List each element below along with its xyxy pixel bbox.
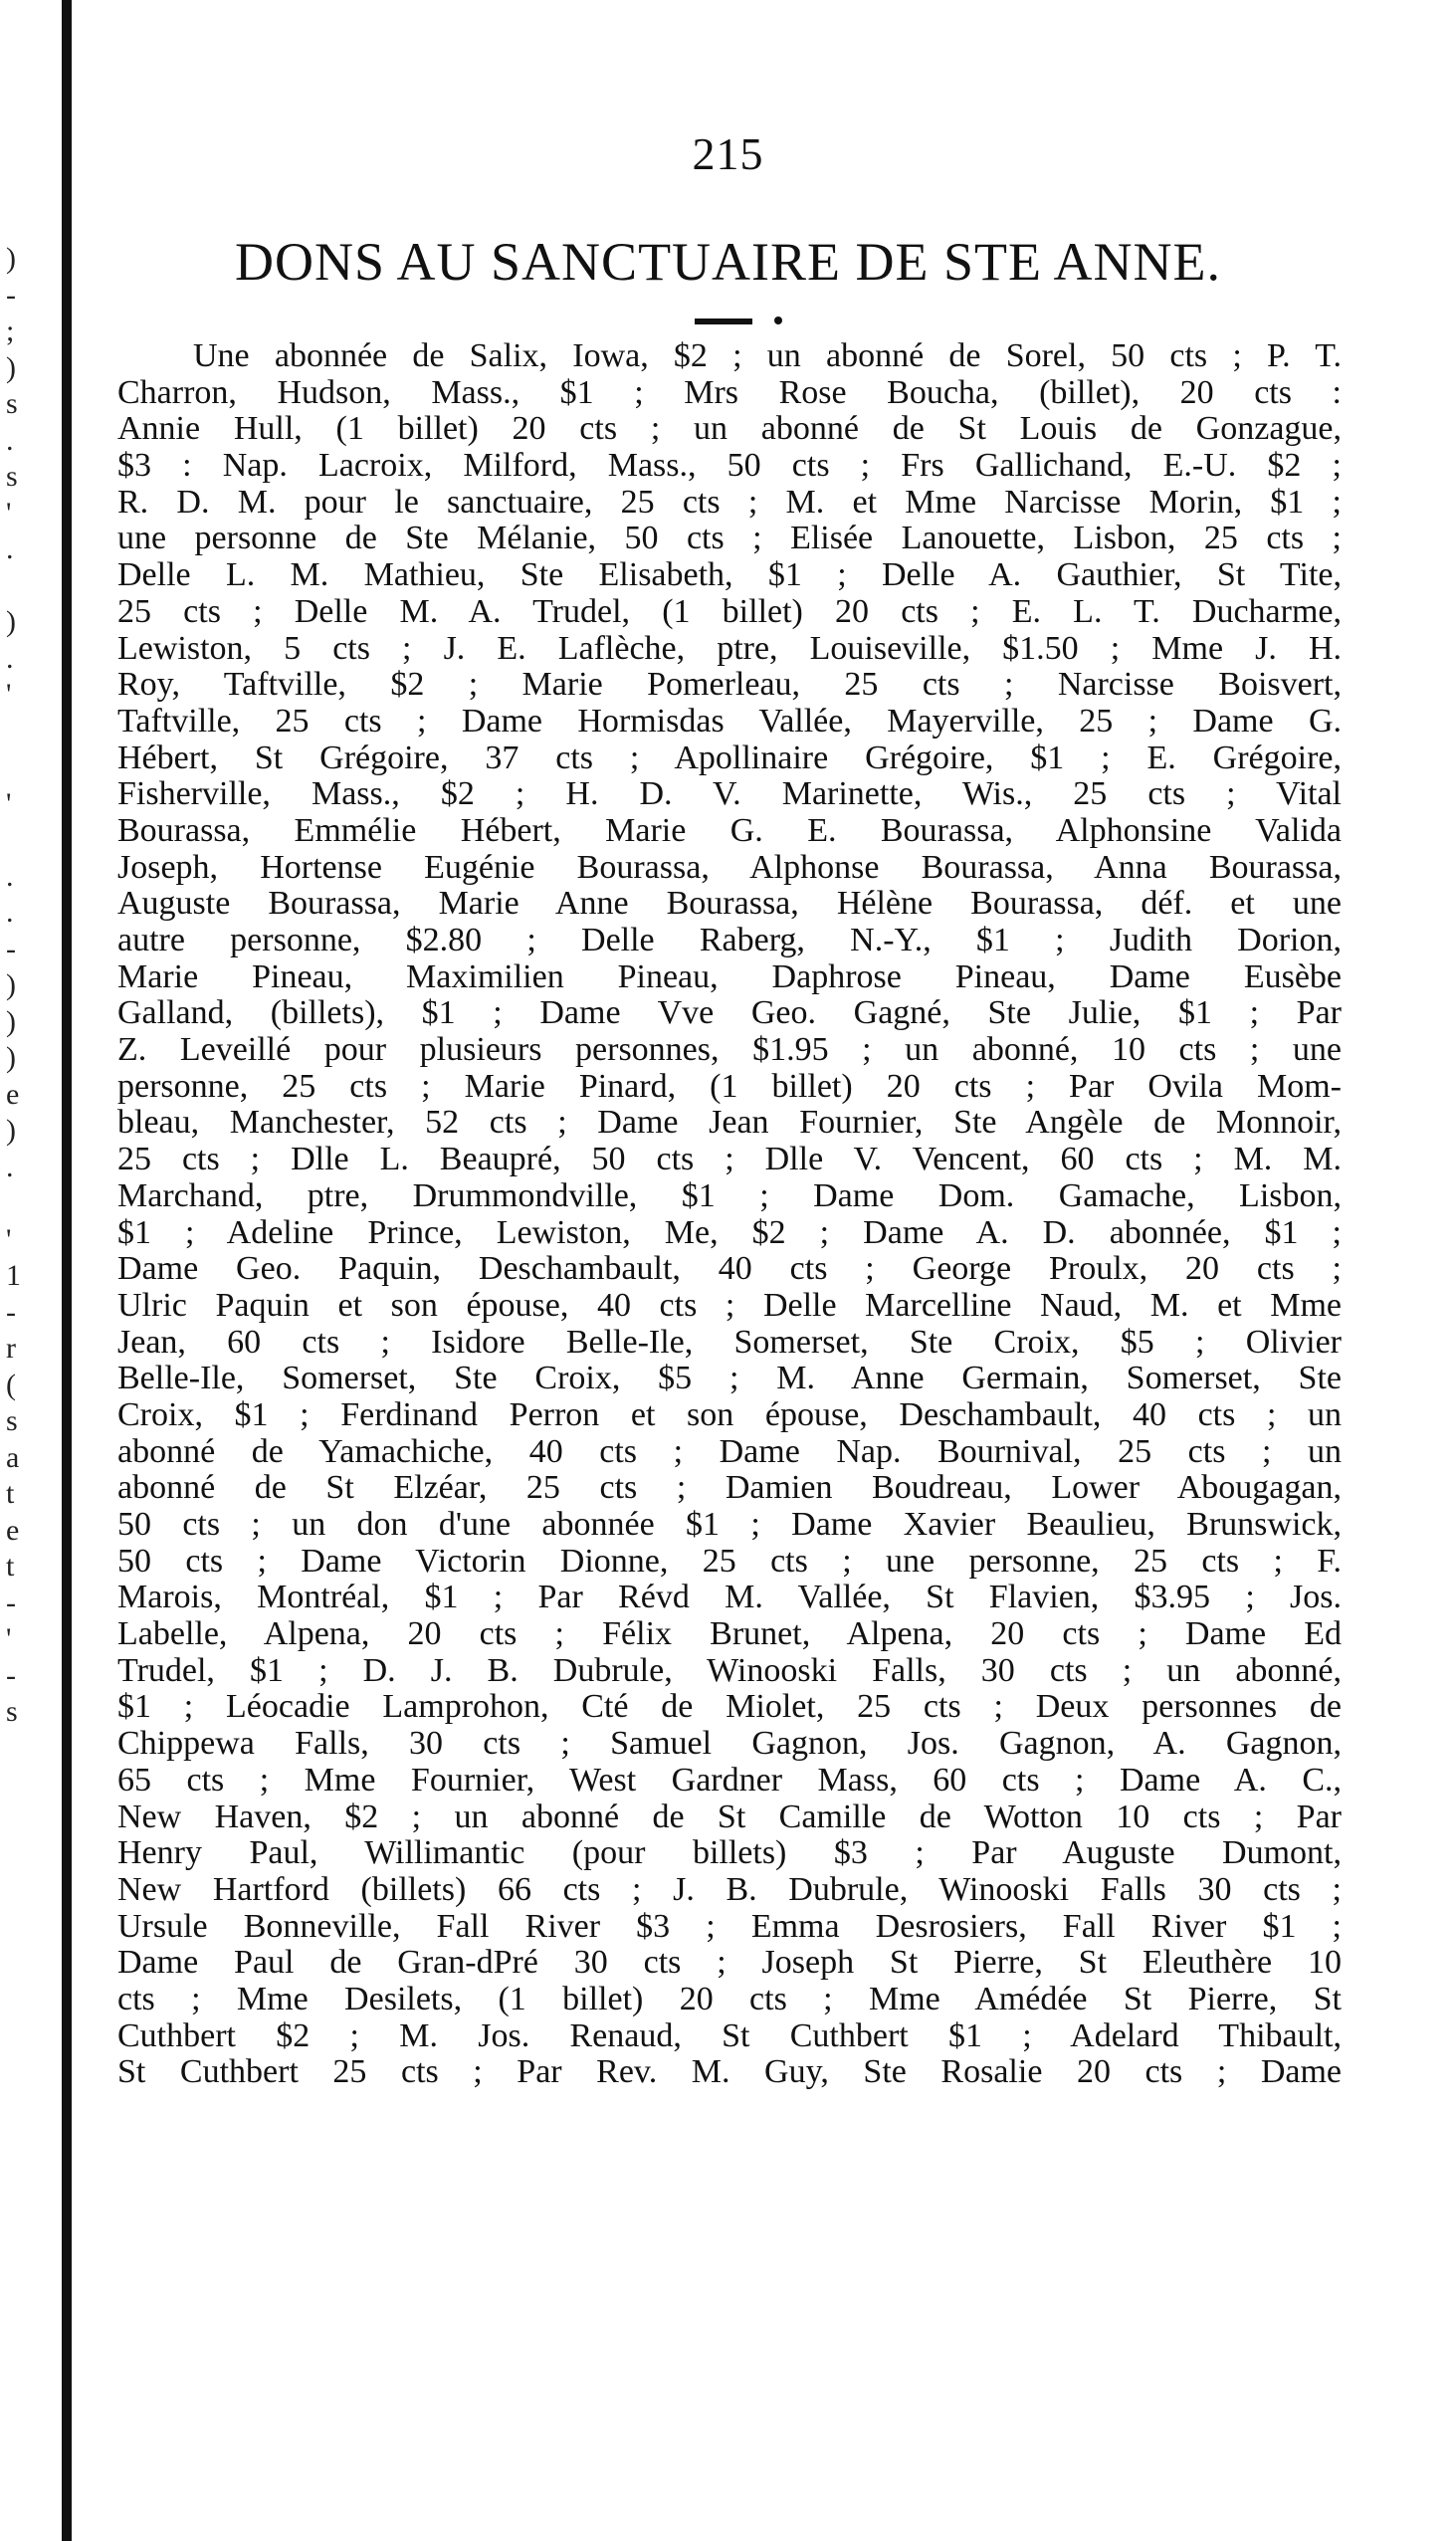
gutter-mark: e [6, 1077, 20, 1111]
gutter-mark: r [6, 1332, 16, 1365]
gutter-mark: s [6, 1404, 18, 1437]
text-line: abonné de Yamachiche, 40 cts ; Dame Nap. Bournival, 25 cts ; un [117, 1433, 1342, 1470]
gutter-mark: ( [6, 1368, 16, 1401]
text-line: Dame Paul de Gran-dPré 30 cts ; Joseph St Pierre, St Eleuthère 10 [117, 1945, 1342, 1982]
text-line: $1 ; Léocadie Lamprohon, Cté de Miolet, 25 cts ; Deux personnes de [117, 1689, 1342, 1726]
text-line: Ulric Paquin et son épouse, 40 cts ; Delle Marcelline Naud, M. et Mme [117, 1287, 1342, 1324]
text-line: Hébert, St Grégoire, 37 cts ; Apollinaire Grégoire, $1 ; E. Grégoire, [117, 740, 1342, 776]
text-line: Taftville, 25 cts ; Dame Hormisdas Vallée, Mayerville, 25 ; Dame G. [117, 703, 1342, 740]
text-line: St Cuthbert 25 cts ; Par Rev. M. Guy, Ste Rosalie 20 cts ; Dame [117, 2054, 1342, 2091]
text-line: 25 cts ; Delle M. A. Trudel, (1 billet) 20 cts ; E. L. T. Ducharme, [117, 593, 1342, 630]
gutter-mark: ) [6, 242, 16, 275]
text-line: personne, 25 cts ; Marie Pinard, (1 billet) 20 cts ; Par Ovila Mom- [117, 1068, 1342, 1105]
page-title: DONS AU SANCTUAIRE DE STE ANNE. [234, 232, 1222, 292]
gutter-mark: ) [6, 605, 16, 638]
text-line: une personne de Ste Mélanie, 50 cts ; Elisée Lanouette, Lisbon, 25 cts ; [117, 521, 1342, 557]
text-line: Bourassa, Emmélie Hébert, Marie G. E. Bourassa, Alphonsine Valida [117, 812, 1342, 849]
text-line: Dame Geo. Paquin, Deschambault, 40 cts ; George Proulx, 20 cts ; [117, 1251, 1342, 1288]
text-line: Henry Paul, Willimantic (pour billets) $3 ; Par Auguste Dumont, [117, 1835, 1342, 1872]
gutter-mark: . [6, 1150, 14, 1183]
gutter-mark: . [6, 859, 14, 893]
text-line: Jean, 60 cts ; Isidore Belle-Ile, Somerset, Ste Croix, $5 ; Olivier [117, 1324, 1342, 1361]
gutter-mark: ' [6, 496, 12, 529]
title-ornament-dot [774, 317, 782, 324]
text-line: Marie Pineau, Maximilien Pineau, Daphrose Pineau, Dame Eusèbe [117, 958, 1342, 995]
text-line: Labelle, Alpena, 20 cts ; Félix Brunet, Alpena, 20 cts ; Dame Ed [117, 1616, 1342, 1653]
gutter-mark: s [6, 1695, 18, 1728]
gutter-mark: ' [6, 678, 12, 711]
text-line: $3 : Nap. Lacroix, Milford, Mass., 50 cts ; Frs Gallichand, E.-U. $2 ; [117, 448, 1342, 485]
gutter-mark: - [6, 278, 16, 312]
gutter-mark: . [6, 896, 14, 929]
text-line: 25 cts ; Dlle L. Beaupré, 50 cts ; Dlle V. Vencent, 60 cts ; M. M. [117, 1142, 1342, 1178]
title-ornament-dash [695, 318, 752, 324]
gutter-mark: ' [6, 786, 12, 820]
text-line: Delle L. M. Mathieu, Ste Elisabeth, $1 ; Delle A. Gauthier, St Tite, [117, 557, 1342, 594]
gutter-mark: ; [6, 315, 15, 347]
binding-rule [62, 0, 72, 2541]
text-line: Trudel, $1 ; D. J. B. Dubrule, Winooski Falls, 30 cts ; un abonné, [117, 1652, 1342, 1689]
gutter-mark: - [6, 1586, 16, 1619]
gutter-mark: ) [6, 968, 16, 1001]
text-line: Galland, (billets), $1 ; Dame Vve Geo. Gagné, Ste Julie, $1 ; Par [117, 995, 1342, 1032]
donations-text [117, 338, 1342, 2091]
text-line: 50 cts ; un don d'une abonnée $1 ; Dame Xavier Beaulieu, Brunswick, [117, 1507, 1342, 1543]
gutter-mark: ) [6, 1041, 16, 1074]
left-gutter-marks [0, 0, 56, 2541]
text-line: Marchand, ptre, Drummondville, $1 ; Dame Dom. Gamache, Lisbon, [117, 1177, 1342, 1214]
gutter-mark: - [6, 1658, 16, 1692]
text-line: Ursule Bonneville, Fall River $3 ; Emma Desrosiers, Fall River $1 ; [117, 1908, 1342, 1945]
gutter-mark: - [6, 1295, 16, 1329]
gutter-mark: ) [6, 1004, 16, 1038]
gutter-mark: . [6, 641, 14, 675]
gutter-mark: 1 [6, 1259, 21, 1292]
text-line: Lewiston, 5 cts ; J. E. Laflèche, ptre, Louiseville, $1.50 ; Mme J. H. [117, 630, 1342, 667]
text-line: New Haven, $2 ; un abonné de St Camille de Wotton 10 cts ; Par [117, 1799, 1342, 1835]
text-line: cts ; Mme Desilets, (1 billet) 20 cts ; Mme Amédée St Pierre, St [117, 1981, 1342, 2017]
text-line: Belle-Ile, Somerset, Ste Croix, $5 ; M. Anne Germain, Somerset, Ste [117, 1361, 1342, 1397]
text-line: Croix, $1 ; Ferdinand Perron et son épouse, Deschambault, 40 cts ; un [117, 1396, 1342, 1433]
text-line: 50 cts ; Dame Victorin Dionne, 25 cts ; une personne, 25 cts ; F. [117, 1543, 1342, 1580]
text-line: Roy, Taftville, $2 ; Marie Pomerleau, 25 cts ; Narcisse Boisvert, [117, 667, 1342, 704]
text-line: Fisherville, Mass., $2 ; H. D. V. Marinette, Wis., 25 cts ; Vital [117, 776, 1342, 813]
text-line: Marois, Montréal, $1 ; Par Révd M. Vallée, St Flavien, $3.95 ; Jos. [117, 1580, 1342, 1616]
text-line: $1 ; Adeline Prince, Lewiston, Me, $2 ; Dame A. D. abonnée, $1 ; [117, 1214, 1342, 1251]
gutter-mark: ) [6, 350, 16, 384]
gutter-mark: a [6, 1440, 20, 1474]
text-line: 65 cts ; Mme Fournier, West Gardner Mass, 60 cts ; Dame A. C., [117, 1762, 1342, 1799]
text-line: Chippewa Falls, 30 cts ; Samuel Gagnon, Jos. Gagnon, A. Gagnon, [117, 1726, 1342, 1763]
text-line: bleau, Manchester, 52 cts ; Dame Jean Fournier, Ste Angèle de Monnoir, [117, 1105, 1342, 1142]
text-line: Annie Hull, (1 billet) 20 cts ; un abonné de St Louis de Gonzague, [117, 411, 1342, 448]
gutter-mark: t [6, 1550, 15, 1583]
gutter-mark: . [6, 532, 14, 565]
gutter-mark: s [6, 387, 18, 420]
page-number: 215 [692, 128, 764, 179]
gutter-mark: ) [6, 1114, 16, 1147]
gutter-mark: ' [6, 1222, 12, 1256]
text-line: abonné de St Elzéar, 25 cts ; Damien Boudreau, Lower Abougagan, [117, 1470, 1342, 1507]
text-line: Charron, Hudson, Mass., $1 ; Mrs Rose Boucha, (billet), 20 cts : [117, 374, 1342, 411]
gutter-mark: s [6, 460, 18, 493]
text-line: Auguste Bourassa, Marie Anne Bourassa, Hélène Bourassa, déf. et une [117, 886, 1342, 923]
text-line: Cuthbert $2 ; M. Jos. Renaud, St Cuthbert $1 ; Adelard Thibault, [117, 2017, 1342, 2054]
gutter-mark: t [6, 1477, 15, 1510]
text-line: Z. Leveillé pour plusieurs personnes, $1.95 ; un abonné, 10 cts ; une [117, 1032, 1342, 1069]
gutter-mark: . [6, 423, 14, 457]
gutter-mark: - [6, 932, 16, 965]
gutter-mark: ' [6, 1622, 12, 1655]
gutter-mark: e [6, 1513, 20, 1547]
text-line: New Hartford (billets) 66 cts ; J. B. Dubrule, Winooski Falls 30 cts ; [117, 1871, 1342, 1908]
text-line: autre personne, $2.80 ; Delle Raberg, N.-Y., $1 ; Judith Dorion, [117, 923, 1342, 958]
text-line: R. D. M. pour le sanctuaire, 25 cts ; M. et Mme Narcisse Morin, $1 ; [117, 484, 1342, 521]
text-line: Une abonnée de Salix, Iowa, $2 ; un abonné de Sorel, 50 cts ; P. T. [193, 338, 1342, 374]
text-line: Joseph, Hortense Eugénie Bourassa, Alphonse Bourassa, Anna Bourassa, [117, 849, 1342, 886]
